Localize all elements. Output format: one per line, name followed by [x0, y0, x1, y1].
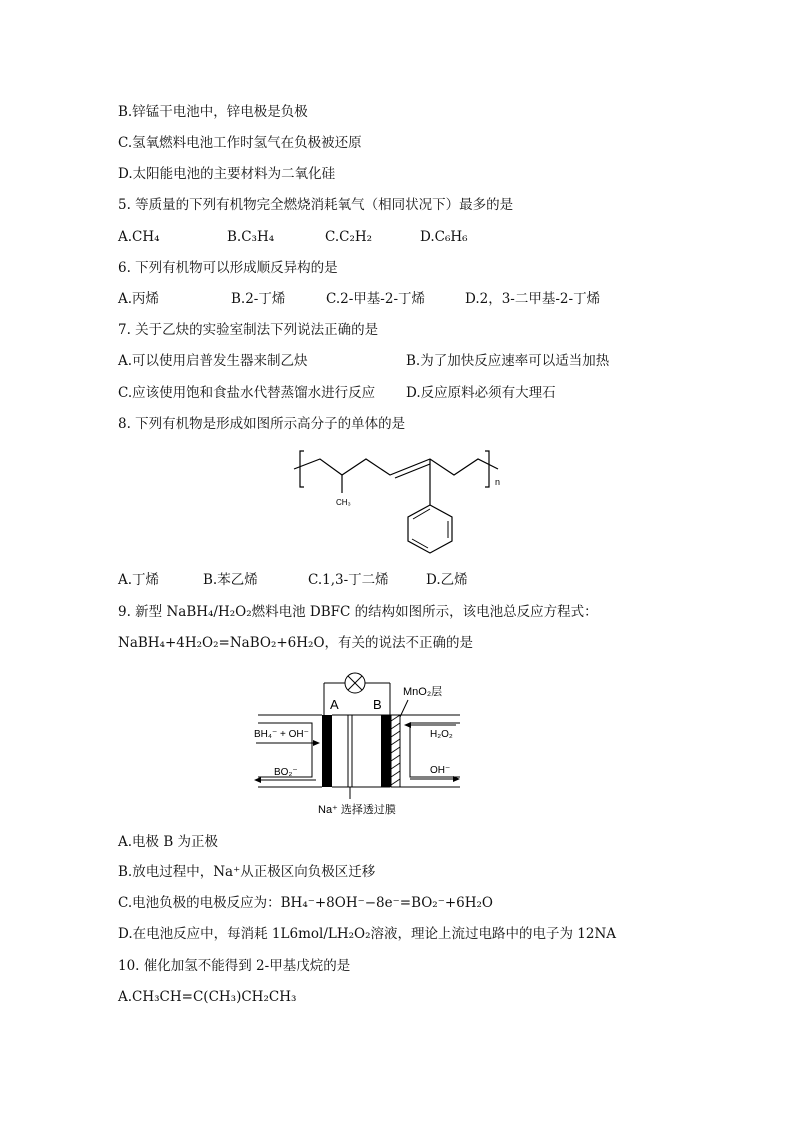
left-bracket	[300, 451, 304, 487]
q5-option-a: A.CH₄	[118, 229, 160, 245]
q8-option-b: B.苯乙烯	[203, 572, 258, 588]
question-6: 6. 下列有机物可以形成顺反异构的是	[118, 260, 338, 276]
outlet-left-label: BO₂⁻	[274, 767, 298, 778]
q4-option-b: B.锌锰干电池中，锌电极是负极	[118, 104, 308, 120]
benzene-inner-bonds	[413, 509, 430, 519]
benzene-ring	[408, 505, 452, 553]
question-8: 8. 下列有机物是形成如图所示高分子的单体的是	[118, 416, 406, 432]
question-9: 9. 新型 NaBH₄/H₂O₂燃料电池 DBFC 的结构如图所示，该电池总反应方程式：	[118, 604, 598, 620]
q8-option-c: C.1,3-丁二烯	[308, 572, 389, 588]
q4-option-d: D.太阳能电池的主要材料为二氧化硅	[118, 166, 336, 182]
q7-option-c: C.应该使用饱和食盐水代替蒸馏水进行反应	[118, 385, 376, 401]
mno2-pointer	[400, 700, 408, 717]
electrode-a	[322, 715, 332, 787]
q9-option-d: D.在电池反应中，每消耗 1L6mol/LH₂O₂溶液，理论上流过电路中的电子为 12NA	[118, 926, 617, 942]
q7-option-b: B.为了加快反应速率可以适当加热	[406, 353, 610, 369]
repeat-n-label: n	[495, 477, 501, 487]
electrode-b	[381, 715, 391, 787]
right-bracket	[485, 451, 489, 487]
q9-option-b: B.放电过程中，Na⁺从正极区向负极区迁移	[118, 864, 376, 880]
membrane-label: Na⁺ 选择透过膜	[318, 804, 396, 816]
q10-option-a: A.CH₃CH=C(CH₃)CH₂CH₃	[118, 989, 297, 1005]
fuel-cell-diagram	[250, 665, 480, 825]
inlet-right-label: H₂O₂	[430, 729, 453, 740]
q6-option-c: C.2-甲基-2-丁烯	[326, 291, 426, 307]
q8-option-a: A.丁烯	[118, 572, 160, 588]
inlet-left-label: BH₄⁻ + OH⁻	[254, 729, 309, 740]
label-b: B	[373, 697, 382, 712]
q5-option-b: B.C₃H₄	[227, 229, 275, 245]
q6-option-b: B.2-丁烯	[231, 291, 286, 307]
q6-option-d: D.2，3-二甲基-2-丁烯	[465, 291, 601, 307]
question-10: 10. 催化加氢不能得到 2-甲基戊烷的是	[118, 958, 351, 974]
mno2-label: MnO₂层	[403, 686, 443, 698]
q6-option-a: A.丙烯	[118, 291, 160, 307]
q5-option-d: D.C₆H₆	[420, 229, 468, 245]
question-5: 5. 等质量的下列有机物完全燃烧消耗氧气（相同状况下）最多的是	[118, 197, 514, 213]
methyl-label: CH₃	[336, 498, 351, 507]
q4-option-c: C.氢氧燃料电池工作时氢气在负极被还原	[118, 135, 362, 151]
q5-option-c: C.C₂H₂	[325, 229, 373, 245]
q9-option-c: C.电池负极的电极反应为：BH₄⁻+8OH⁻−8e⁻=BO₂⁻+6H₂O	[118, 895, 493, 911]
label-a: A	[330, 697, 339, 712]
q7-option-a: A.可以使用启普发生器来制乙炔	[118, 353, 308, 369]
outlet-right-label: OH⁻	[430, 765, 451, 776]
question-7: 7. 关于乙炔的实验室制法下列说法正确的是	[118, 322, 379, 338]
q9-option-a: A.电极 B 为正极	[118, 834, 219, 850]
polymer-structure	[290, 445, 530, 565]
q7-option-d: D.反应原料必须有大理石	[406, 385, 556, 401]
polymer-chain	[294, 459, 498, 475]
question-9-equation: NaBH₄+4H₂O₂=NaBO₂+6H₂O，有关的说法不正确的是	[118, 635, 474, 651]
q8-option-d: D.乙烯	[426, 572, 468, 588]
